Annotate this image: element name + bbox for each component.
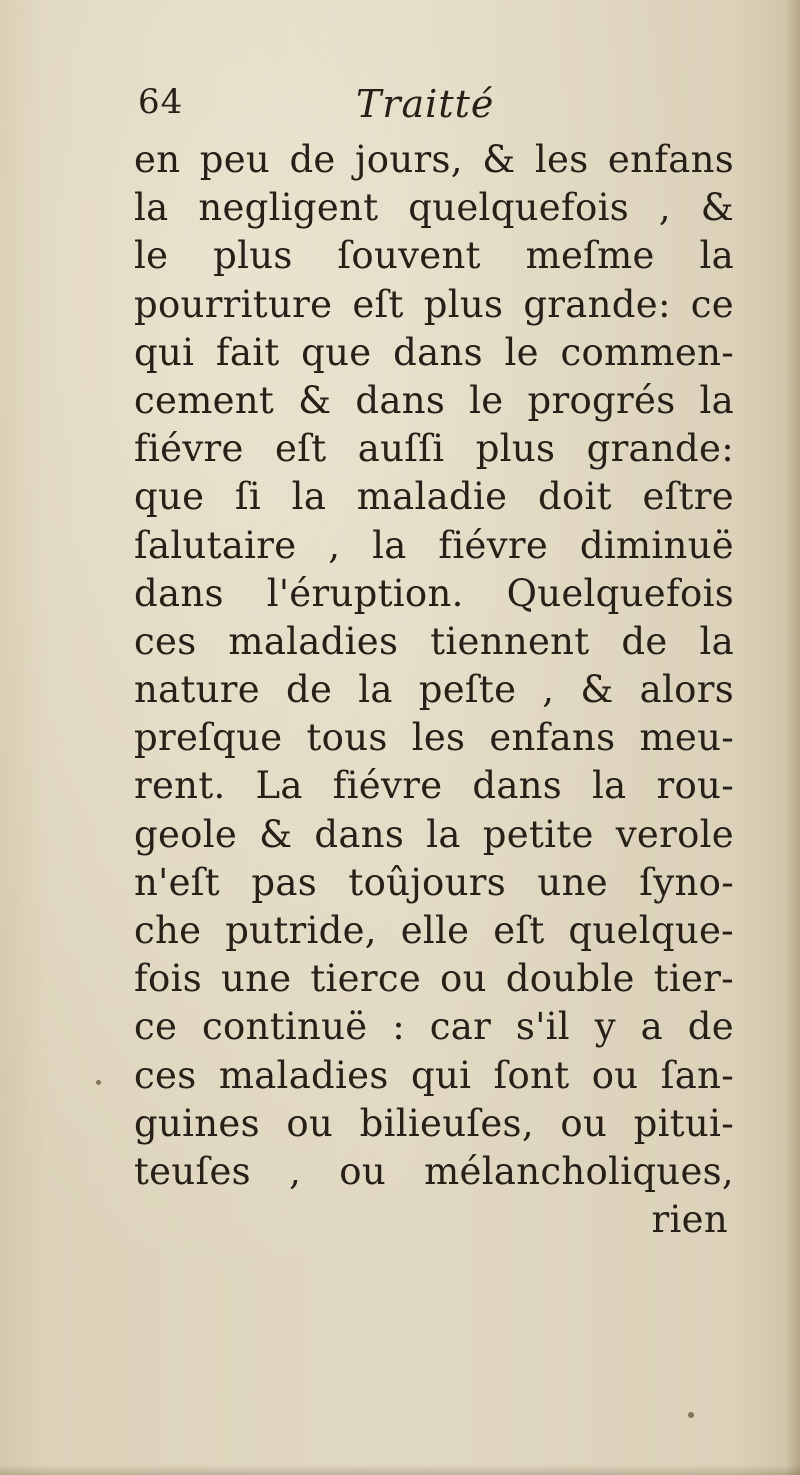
page-bottom-shadow xyxy=(0,1465,800,1475)
text-line: ce continuë : car s'il y a de xyxy=(134,1005,734,1049)
text-line: n'eſt pas toûjours une ſyno- xyxy=(134,860,734,904)
text-line: preſque tous les enfans meu- xyxy=(134,716,734,760)
page-header xyxy=(138,82,658,138)
text-line: ces maladies qui ſont ou ſan- xyxy=(134,1053,734,1097)
text-line: fiévre eſt auſſi plus grande: xyxy=(134,427,734,471)
text-line: cement & dans le progrés la xyxy=(134,378,734,422)
page-edge-shadow xyxy=(786,0,800,1475)
text-line: en peu de jours, & les enfans xyxy=(134,138,734,181)
text-line: le plus ſouvent meſme la xyxy=(134,234,734,278)
ink-speck xyxy=(96,1080,101,1085)
text-line: fois une tierce ou double tier- xyxy=(134,957,734,1001)
text-line: ces maladies tiennent de la xyxy=(134,619,734,663)
text-line: dans l'éruption. Quelquefois xyxy=(134,571,734,615)
text-line: geole & dans la petite verole xyxy=(134,812,734,856)
text-line: guines ou bilieuſes, ou pitui- xyxy=(134,1101,734,1145)
text-line: qui fait que dans le commen- xyxy=(134,330,734,374)
text-line: que ſi la maladie doit eſtre xyxy=(134,475,734,519)
text-line: rent. La fiévre dans la rou- xyxy=(134,764,734,808)
text-line: teuſes , ou mélancholiques, xyxy=(134,1149,734,1193)
text-line: pourriture eſt plus grande: ce xyxy=(134,282,734,326)
text-line: nature de la peſte , & alors xyxy=(134,668,734,712)
text-line: la negligent quelquefois , & xyxy=(134,186,734,230)
page-number: 64 xyxy=(138,82,184,122)
running-title: Traitté xyxy=(356,82,495,126)
text-line: che putride, elle eſt quelque- xyxy=(134,909,734,952)
body-text xyxy=(134,136,734,1244)
catchword: rien xyxy=(651,1198,728,1242)
ink-speck xyxy=(688,1412,694,1418)
text-line: ſalutaire , la fiévre diminuë xyxy=(134,523,734,567)
